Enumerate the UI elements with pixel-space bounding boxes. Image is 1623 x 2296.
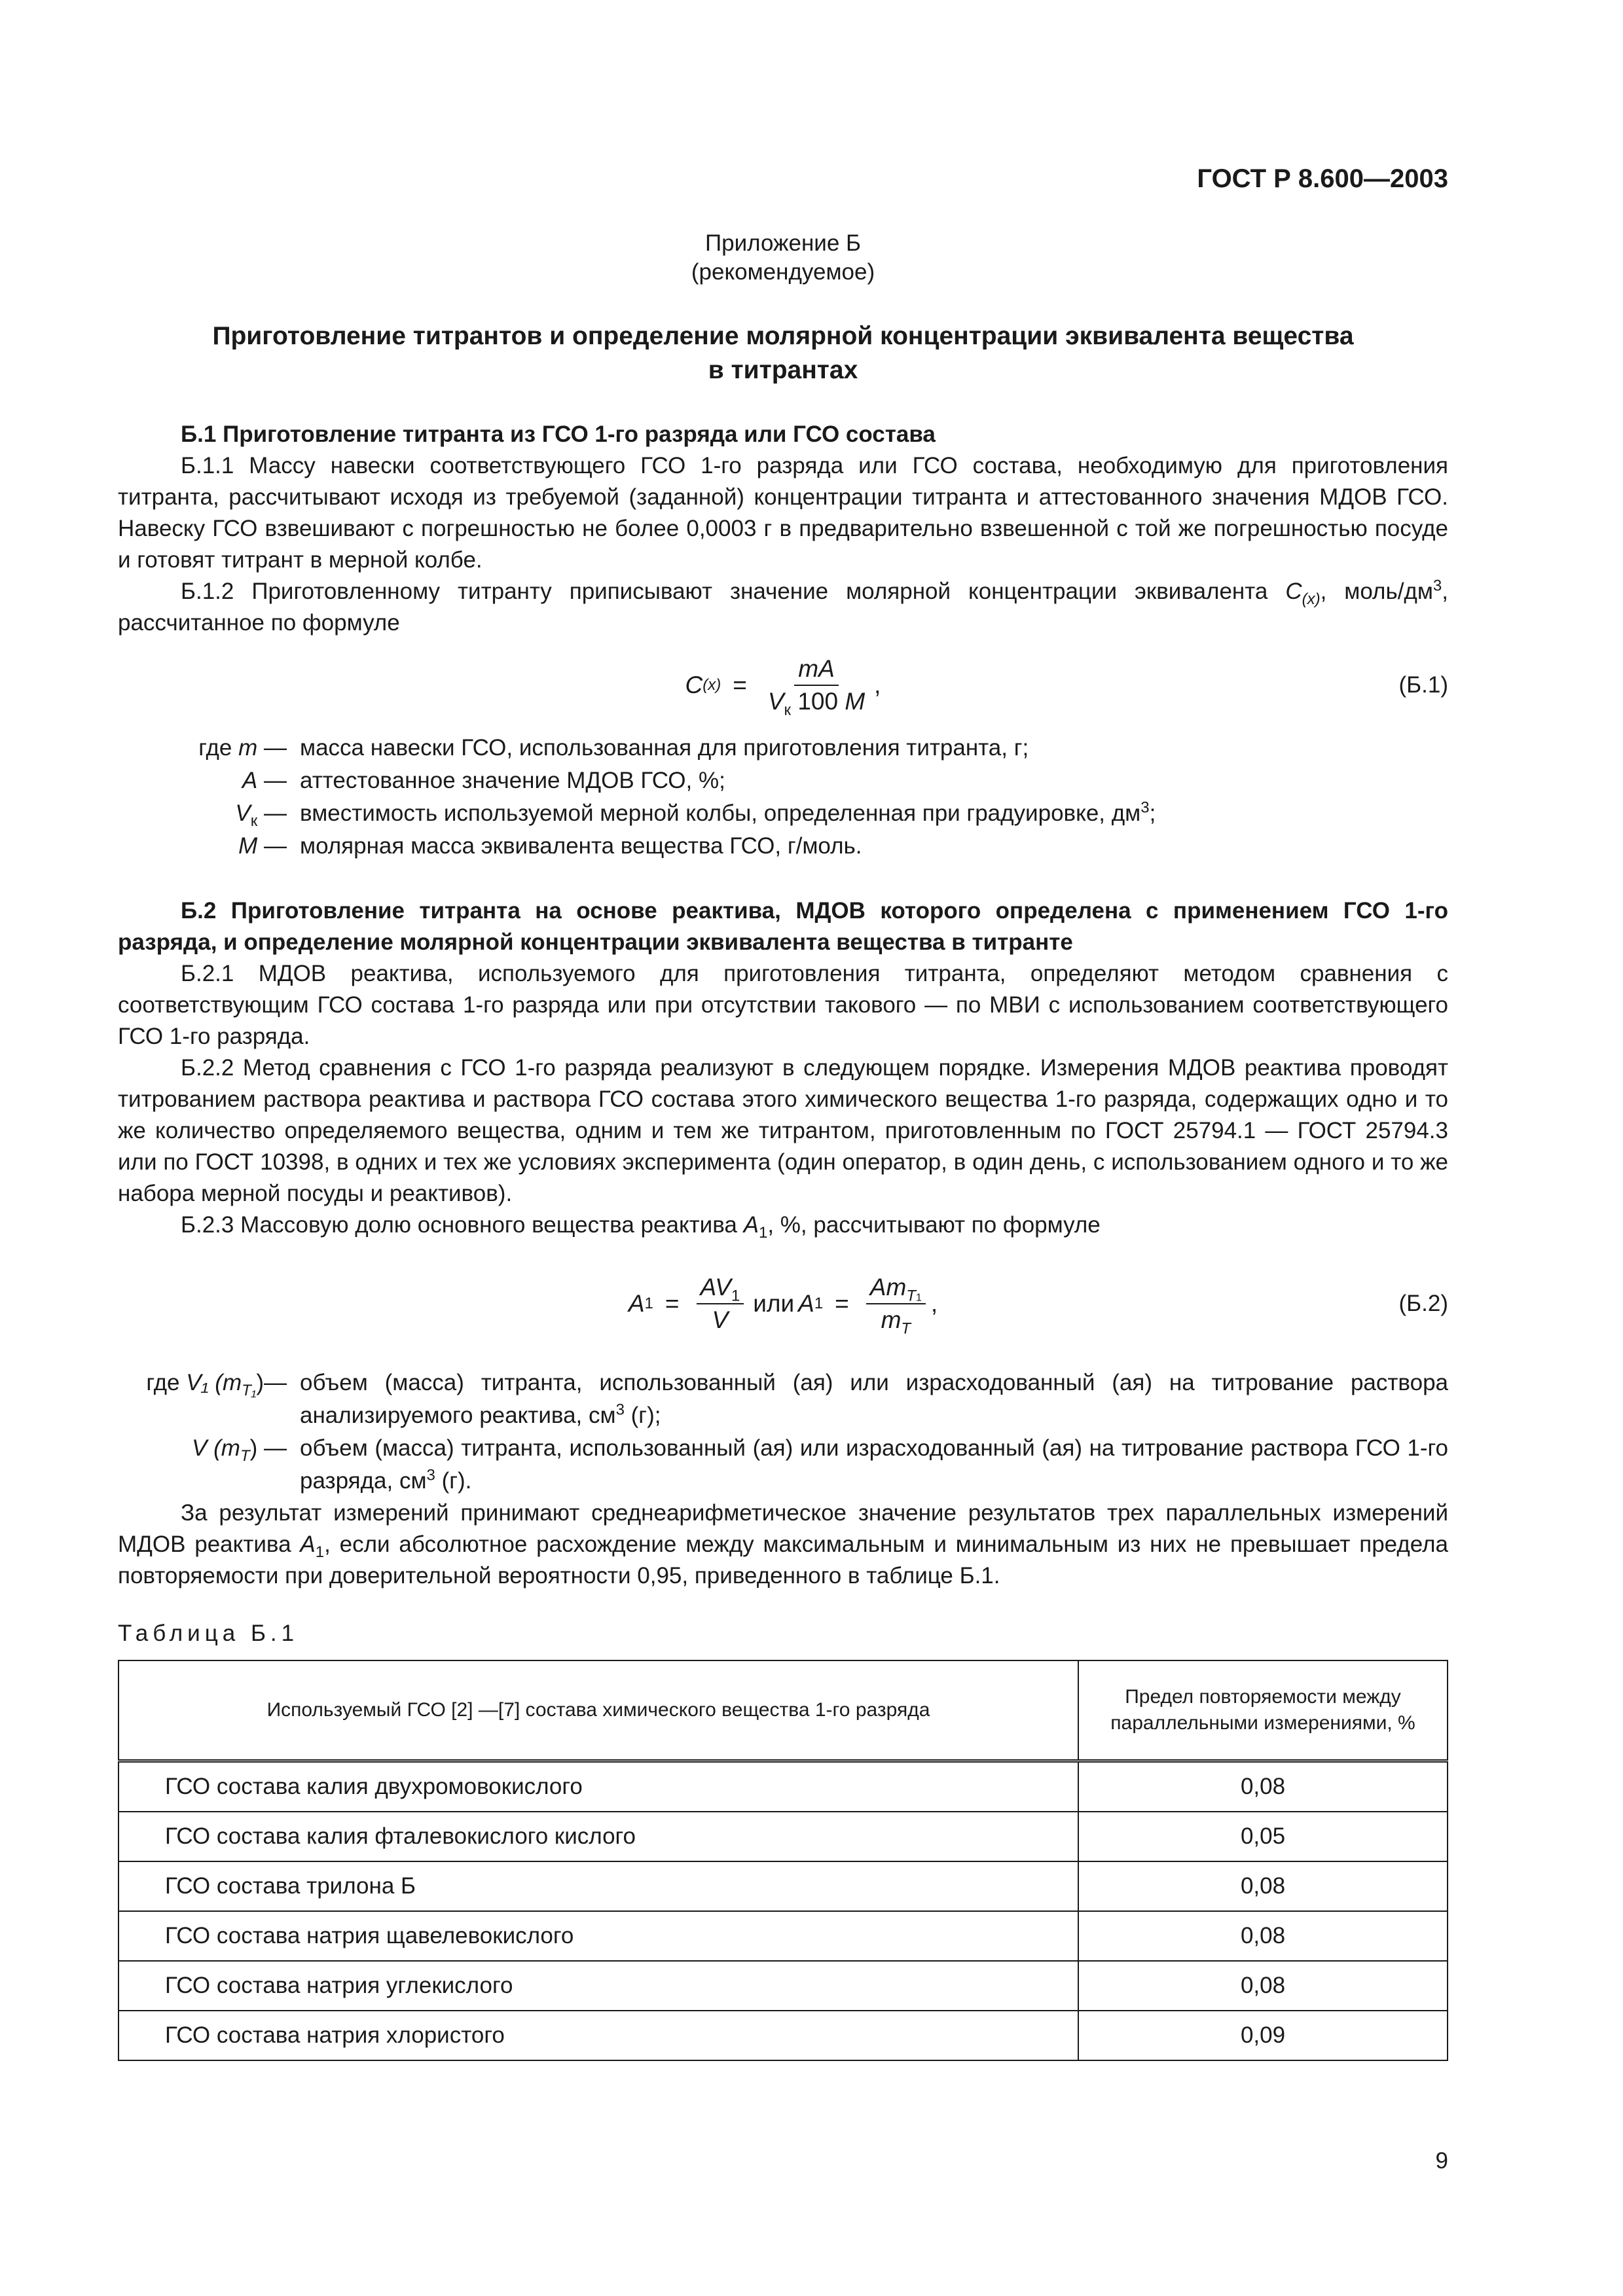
formula-b2-num2-subscript: T [906, 1287, 916, 1305]
definition-text: объем (масса) титранта, использованный (ая) или израсходованный (ая) на титрование раствора анализируемого реактива, см [300, 1370, 1448, 1428]
definition-dash: — [257, 833, 287, 859]
formula-b1-lhs: C [685, 672, 703, 698]
formula-b2-den2-subscript: T [901, 1319, 911, 1338]
definition-prefix: где [198, 735, 239, 761]
symbol-c-subscript: (x) [1302, 590, 1321, 608]
table-row [119, 1961, 1448, 2011]
symbol-a-subscript: 1 [758, 1224, 768, 1242]
definition-superscript: 3 [615, 1401, 625, 1419]
formula-b2-number: (Б.2) [1398, 1291, 1448, 1316]
table-header-standard: Используемый ГСО [2] —[7] состава химического вещества 1-го разряда [119, 1660, 1078, 1761]
page-title-line-2: в титрантах [708, 356, 858, 384]
formula-b1-den-rest: 100 [791, 688, 845, 715]
formula-b1: C (x) = $\frac{mA}{V_к 100 M}$ , (Б.1) [685, 655, 1448, 719]
paragraph-b1-2 [118, 576, 1448, 639]
definition-dash: — [257, 735, 287, 761]
formula-b1-tail: , [874, 672, 881, 698]
definition-label-subscript: T [240, 1447, 250, 1465]
paragraph-b1-2-text-b: , моль/дм [1320, 579, 1433, 604]
table-cell-name: ГСО состава калия двухромовокислого [119, 1761, 1078, 1812]
formula-b1-fraction [764, 655, 869, 719]
table-row [119, 1911, 1448, 1961]
definition-row [118, 732, 1448, 764]
formula-b2-equals-2: = [835, 1290, 849, 1317]
formula-b2-den2: m [881, 1306, 902, 1333]
formula-b2-equals: = [665, 1290, 680, 1317]
definition-row [118, 1367, 1448, 1432]
formula-b1-den-v: V [767, 688, 784, 715]
table-row [119, 1761, 1448, 1812]
table-cell-value: 0,08 [1078, 1861, 1448, 1911]
definition-label-end: )— [256, 1370, 287, 1395]
formula-b2-den1: V [712, 1306, 729, 1333]
definition-text: молярная масса эквивалента вещества ГСО, г/моль. [300, 833, 862, 859]
paragraph-b2-3-text-b: , %, рассчитывают по формуле [767, 1212, 1101, 1238]
definition-row [118, 830, 1448, 863]
table-cell-value: 0,05 [1078, 1812, 1448, 1861]
definition-label: V (m [192, 1435, 240, 1461]
definition-symbol: M [238, 833, 258, 859]
definition-text: масса навески ГСО, использованная для приготовления титранта, г; [300, 735, 1029, 761]
table-cell-name: ГСО состава калия фталевокислого кислого [119, 1812, 1078, 1861]
table-cell-value: 0,08 [1078, 1911, 1448, 1961]
definition-symbol: V [235, 800, 251, 826]
definition-superscript: 3 [1140, 798, 1150, 817]
definition-symbol-subscript: к [250, 812, 258, 830]
definition-row [118, 1432, 1448, 1498]
formula-b2-num2: Am [869, 1274, 907, 1300]
paragraph-b1-2-text-a: Б.1.2 Приготовленному титранту приписывают значение молярной концентрации эквивалента [181, 579, 1286, 604]
formula-b2-num2-subsubscript: 1 [915, 1292, 922, 1304]
appendix-line-1: Приложение Б [705, 230, 861, 256]
table-cell-value: 0,08 [1078, 1761, 1448, 1812]
appendix-label [118, 229, 1448, 287]
definition-after: (г). [435, 1468, 472, 1494]
unit-superscript: 3 [1432, 577, 1442, 595]
symbol-a-subscript: 1 [315, 1543, 325, 1561]
page-title [118, 319, 1448, 387]
symbol-a: A [300, 1532, 316, 1557]
definition-symbol: A [242, 768, 258, 793]
table-header-row [119, 1660, 1448, 1761]
definition-label-subscript: T₁ [242, 1382, 257, 1399]
definition-row [118, 764, 1448, 797]
definition-text: объем (масса) титранта, использованный (ая) или израсходованный (ая) на титрование раствора ГСО 1-го разряда, см [300, 1435, 1448, 1494]
formula-b1-numerator: mA [794, 656, 839, 686]
formula-b1-number: (Б.1) [1398, 672, 1448, 698]
paragraph-b2-4-text-a: За результат измерений принимают среднеарифметическое значение результатов трех параллельных измерений МДОВ реактива [118, 1500, 1448, 1557]
definition-dash: — [257, 800, 287, 826]
table-row [119, 1812, 1448, 1861]
paragraph-b1-1: Б.1.1 Массу навески соответствующего ГСО 1-го разряда или ГСО состава, необходимую для приготовления титранта, рассчитывают исходя из требуемой (заданной) концентрации титранта и аттестованного значения МДОВ ГСО. Навеску ГСО взвешивают с погрешностью не более 0,0003 г в предварительно взвешенной с той же погрешностью посуде и готовят титрант в мерной колбе. [118, 453, 1448, 573]
table-cell-name: ГСО состава трилона Б [119, 1861, 1078, 1911]
section-b1-heading: Б.1 Приготовление титранта из ГСО 1-го разряда или ГСО состава [181, 422, 936, 447]
definition-dash: — [257, 768, 287, 793]
formula-b2-fraction-2 [866, 1274, 926, 1338]
page-number: 9 [1435, 2148, 1448, 2174]
paragraph-b2-4-text-b: , если абсолютное расхождение между максимальным и минимальным из них не превышает предела повторяемости при доверительной вероятности 0,95, приведенного в таблице Б.1. [118, 1532, 1448, 1588]
formula-b2-tail: , [930, 1290, 938, 1317]
definition-label-end: ) — [249, 1435, 287, 1461]
formula-b2-lhs: A [628, 1290, 645, 1317]
formula-b2-num1: AV [700, 1274, 731, 1300]
formula-b2: A 1 = $\frac{AV_1}{V}$ или A 1 = $\frac{Am_{T1}}{m_T}$ , (Б.2) [628, 1274, 1448, 1338]
repeatability-table [118, 1660, 1448, 2061]
formula-b1-den-m: M [845, 688, 866, 715]
formula-b1-equals: = [733, 672, 747, 698]
appendix-line-2: (рекомендуемое) [691, 259, 875, 285]
table-header-limit: Предел повторяемости между параллельными измерениями, % [1078, 1660, 1448, 1761]
table-cell-name: ГСО состава натрия углекислого [119, 1961, 1078, 2011]
formula-b2-fraction-1 [697, 1274, 744, 1333]
definition-after: ; [1149, 800, 1156, 826]
definition-superscript: 3 [426, 1466, 435, 1484]
paragraph-b2-3 [118, 1210, 1448, 1241]
definitions-b1 [118, 732, 1448, 863]
definition-label: V₁ (m [186, 1370, 242, 1395]
page-title-line-1: Приготовление титрантов и определение молярной концентрации эквивалента вещества [212, 322, 1354, 350]
page-body [118, 160, 1448, 2061]
table-cell-name: ГСО состава натрия щавелевокислого [119, 1911, 1078, 1961]
formula-b1-denominator [764, 686, 869, 719]
symbol-c: C [1285, 579, 1302, 604]
table-cell-value: 0,08 [1078, 1961, 1448, 2011]
formula-b1-den-subscript: к [784, 701, 792, 719]
paragraph-b2-4 [118, 1498, 1448, 1592]
definition-text: вместимость используемой мерной колбы, определенная при градуировке, дм [300, 800, 1141, 826]
definition-prefix: где [146, 1370, 187, 1395]
table-row [119, 1861, 1448, 1911]
formula-b2-num1-subscript: 1 [731, 1287, 740, 1305]
definition-text: аттестованное значение МДОВ ГСО, %; [300, 768, 725, 793]
definition-symbol: m [238, 735, 258, 761]
paragraph-b2-3-text-a: Б.2.3 Массовую долю основного вещества реактива [181, 1212, 744, 1238]
formula-b2-or: или [753, 1290, 795, 1317]
document-id: ГОСТ Р 8.600—2003 [1197, 164, 1448, 193]
definition-row [118, 797, 1448, 830]
table-caption: Таблица Б.1 [118, 1621, 299, 1646]
table-row [119, 2011, 1448, 2060]
symbol-a: A [743, 1212, 759, 1238]
formula-b2-lhs-2: A [798, 1290, 814, 1317]
paragraph-b2-1: Б.2.1 МДОВ реактива, используемого для приготовления титранта, определяют методом сравнения с соответствующим ГСО состава 1-го разряда или при отсутствии такового — по МВИ с использованием соответствующего ГСО 1-го разряда. [118, 961, 1448, 1049]
table-cell-name: ГСО состава натрия хлористого [119, 2011, 1078, 2060]
paragraph-b2-2: Б.2.2 Метод сравнения с ГСО 1-го разряда реализуют в следующем порядке. Измерения МДОВ реактива проводят титрованием раствора реактива и раствора ГСО состава этого химического вещества 1-го разряда, содержащих одно и то же количество определяемого вещества, одним и тем же титрантом, приготовленным по ГОСТ 25794.1 — ГОСТ 25794.3 или по ГОСТ 10398, в одних и тех же условиях эксперимента (один оператор, в один день, с использованием одного и то же набора мерной посуды и реактивов). [118, 1055, 1448, 1206]
definitions-b2 [118, 1367, 1448, 1498]
definition-after: (г); [624, 1403, 661, 1428]
table-cell-value: 0,09 [1078, 2011, 1448, 2060]
paragraph-b1-2-text-c: , рассчитанное по формуле [118, 579, 1449, 636]
section-b2-heading: Б.2 Приготовление титранта на основе реактива, МДОВ которого определена с применением ГСО 1-го разряда, и определение молярной концентрации эквивалента вещества в титранте [118, 898, 1448, 955]
